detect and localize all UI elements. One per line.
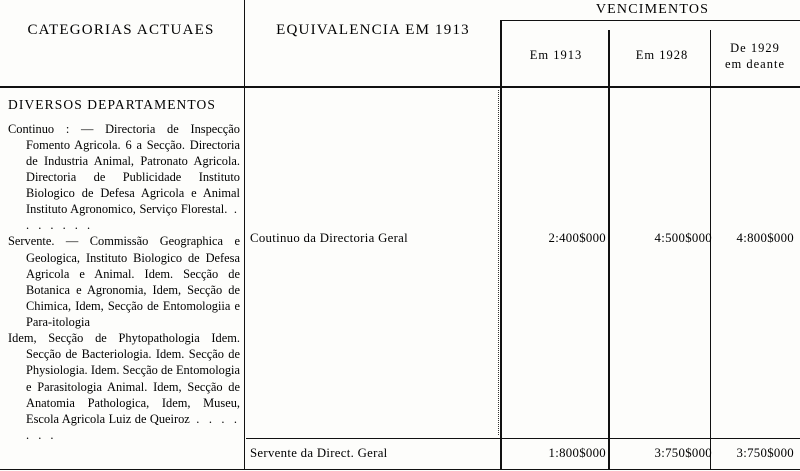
row-1-em-1913-value: 2:400$000 xyxy=(548,231,606,245)
header-em-1928: Em 1928 xyxy=(635,48,689,62)
row-2-em-1913-value: 1:800$000 xyxy=(548,446,606,460)
paragraph-idem-leader: . . . . . . . xyxy=(26,411,241,442)
paragraph-continuo-text: Continuo : — Directoria de Inspecção Fomento Agricola. 6 a Secção. Directoria de Industria Animal, Patronato Agricola. Directoria de Publicidade Instituto Biologico de Defesa Agricola e Animal Instituto Agronomico, Serviço Florestal. xyxy=(8,121,240,217)
rule-col4-divider xyxy=(710,30,711,469)
rule-col1-divider xyxy=(244,0,245,469)
row-1-equivalencia: Coutinuo da Directoria Geral xyxy=(250,231,409,245)
header-de-1929-em-deante xyxy=(712,41,798,72)
rule-row2-top xyxy=(246,438,800,439)
column-categorias-body xyxy=(8,96,240,443)
rule-col2-dotted-guide xyxy=(498,90,499,435)
rule-col3-divider xyxy=(608,30,610,469)
row-1-de-1929-value: 4:800$000 xyxy=(736,231,794,245)
rule-bottom xyxy=(0,469,800,470)
paragraph-idem xyxy=(8,330,240,443)
rule-top-vencimentos xyxy=(500,20,800,21)
header-equivalencia-1913: EQUIVALENCIA EM 1913 xyxy=(276,22,470,38)
header-de-1929-line1: De 1929 xyxy=(730,41,780,55)
row-2-de-1929-value: 3:750$000 xyxy=(736,446,794,460)
paragraph-servente-text: Servente. — Commissão Geographica e Geologica, Instituto Biologico de Defesa Agricola e Animal. Idem. Secção de Botanica e Agronomia, Idem, Secção de Chimica, Idem, Secção de Entomologiia e Para-itologia xyxy=(8,234,240,330)
header-categorias-actuaes: CATEGORIAS ACTUAES xyxy=(27,22,215,38)
paragraph-servente xyxy=(8,233,240,330)
row-2-em-1928-value: 3:750$000 xyxy=(654,446,712,460)
section-title-diversos-departamentos: DIVERSOS DEPARTAMENTOS xyxy=(8,97,216,112)
paragraph-idem-text: Idem, Secção de Phytopathologia Idem. Secção de Bacteriologia. Idem. Secção de Physiologia. Idem. Secção de Entomologia e Parasitologia Animal. Idem, Secção de Anatomia Pathologica, Idem, Museu, Escola Agricola Luiz de Queiroz xyxy=(8,331,240,426)
header-em-1913: Em 1913 xyxy=(529,48,583,62)
paragraph-continuo xyxy=(8,121,240,234)
row-2-equivalencia: Servente da Direct. Geral xyxy=(250,446,388,460)
paragraph-continuo-leader: . . . . . . . xyxy=(26,202,240,233)
header-vencimentos: VENCIMENTOS xyxy=(595,2,710,17)
rule-header-bottom xyxy=(0,86,800,88)
header-de-1929-line2: em deante xyxy=(724,56,785,71)
row-1-em-1928-value: 4:500$000 xyxy=(654,231,712,245)
